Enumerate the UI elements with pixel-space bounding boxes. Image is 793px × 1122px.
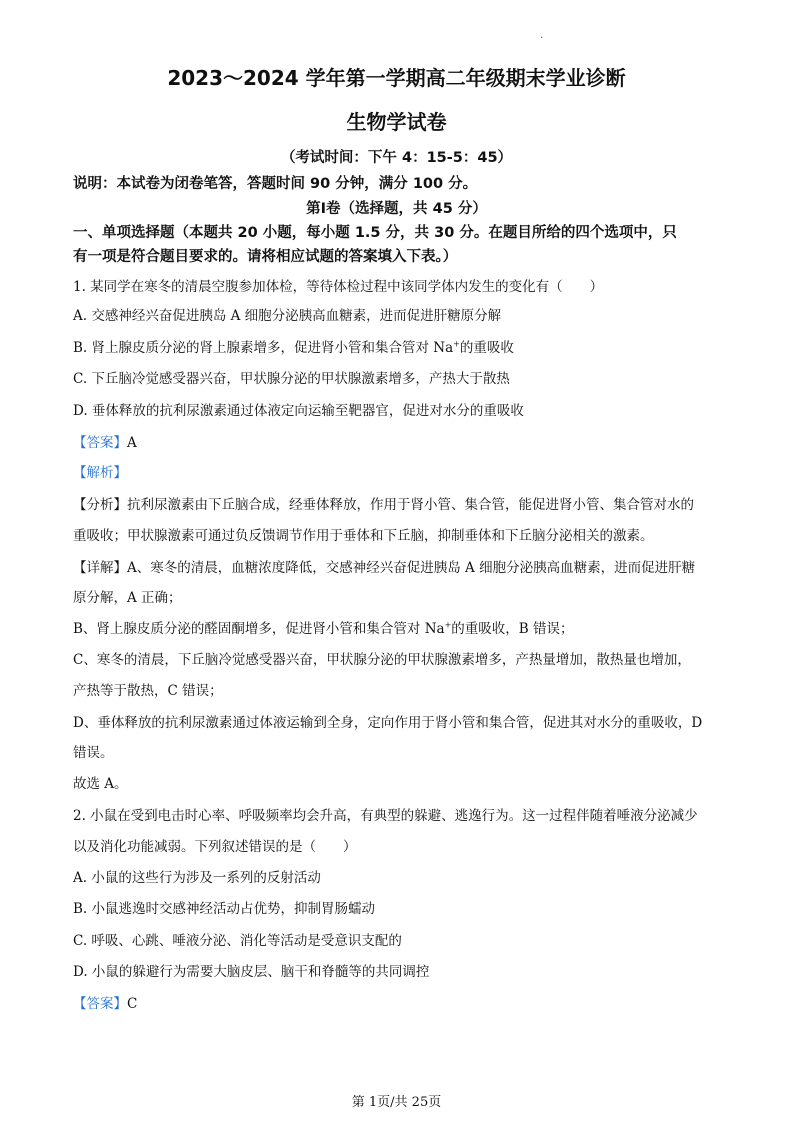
q2-option-c: C. 呼吸、心跳、唾液分泌、消化等活动是受意识支配的 <box>73 933 402 949</box>
exam-subject: 生物学试卷 <box>346 110 447 134</box>
q1-detail-b: B、肾上腺皮质分泌的醛固酮增多，促进肾小管和集合管对 Na+的重吸收，B 错误； <box>73 620 574 637</box>
exam-time: （考试时间：下午 4：15-5：45） <box>280 150 513 166</box>
q1-detail-c2: 产热等于散热，C 错误； <box>73 683 223 699</box>
q2-option-d: D. 小鼠的躲避行为需要大脑皮层、脑干和脊髓等的共同调控 <box>73 964 430 980</box>
corner-dot: . <box>540 30 544 41</box>
exam-instructions: 说明：本试卷为闭卷笔答，答题时间 90 分钟，满分 100 分。 <box>73 176 478 192</box>
q2-stem-line2: 以及消化功能减弱。下列叙述错误的是（ ） <box>73 839 357 855</box>
q1-detail-d1: D、垂体释放的抗利尿激素通过体液运输到全身，定向作用于肾小管和集合管，促进其对水分的重吸收，D <box>73 715 703 731</box>
q2-option-a: A. 小鼠的这些行为涉及一系列的反射活动 <box>73 870 321 886</box>
q1-option-c: C. 下丘脑冷觉感受器兴奋，甲状腺分泌的甲状腺激素增多，产热大于散热 <box>73 371 510 387</box>
exam-title: 2023～2024 学年第一学期高二年级期末学业诊断 <box>167 66 626 90</box>
q2-stem-line1: 2. 小鼠在受到电击时心率、呼吸频率均会升高，有典型的躲避、逃逸行为。这一过程伴随着唾液分泌减少 <box>73 808 698 824</box>
q1-detail-line2: 原分解，A 正确； <box>73 590 182 606</box>
q1-answer: 【答案】A <box>73 435 137 451</box>
q2-option-b: B. 小鼠逃逸时交感神经活动占优势，抑制胃肠蠕动 <box>73 901 376 917</box>
q2-answer: 【答案】C <box>73 996 138 1012</box>
section-heading-line2: 有一项是符合题目要求的。请将相应试题的答案填入下表。） <box>73 249 458 265</box>
q1-detail-line1: 【详解】A、寒冬的清晨，血糖浓度降低，交感神经兴奋促进胰岛 A 细胞分泌胰高血糖素，进而促进肝糖 <box>73 560 696 576</box>
q1-conclusion: 故选 A。 <box>73 776 128 792</box>
part-title: 第Ⅰ卷（选择题，共 45 分） <box>306 201 487 217</box>
q1-option-b: B. 肾上腺皮质分泌的肾上腺素增多，促进肾小管和集合管对 Na+的重吸收 <box>73 339 514 356</box>
q1-option-a: A. 交感神经兴奋促进胰岛 A 细胞分泌胰高血糖素，进而促进肝糖原分解 <box>73 308 502 324</box>
answer-tag: 【答案】 <box>73 435 127 451</box>
q1-option-d: D. 垂体释放的抗利尿激素通过体液定向运输至靶器官，促进对水分的重吸收 <box>73 403 524 419</box>
q1-detail-c1: C、寒冬的清晨，下丘脑冷觉感受器兴奋，甲状腺分泌的甲状腺激素增多，产热量增加，散热量也增加， <box>73 652 691 668</box>
q1-analysis-tag: 【解析】 <box>73 465 127 481</box>
page-footer: 第 1页/共 25页 <box>351 1095 442 1110</box>
q1-fenxi-line1: 【分析】抗利尿激素由下丘脑合成，经垂体释放，作用于肾小管、集合管，能促进肾小管、集合管对水的 <box>73 497 694 513</box>
q1-detail-d2: 错误。 <box>73 745 114 761</box>
q1-stem: 1. 某同学在寒冬的清晨空腹参加体检，等待体检过程中该同学体内发生的变化有（ ） <box>73 279 604 295</box>
q1-fenxi-line2: 重吸收；甲状腺激素可通过负反馈调节作用于垂体和下丘脑，抑制垂体和下丘脑分泌相关的激素。 <box>73 528 654 544</box>
section-heading-line1: 一、单项选择题（本题共 20 小题，每小题 1.5 分，共 30 分。在题目所给的四个选项中，只 <box>73 225 677 241</box>
